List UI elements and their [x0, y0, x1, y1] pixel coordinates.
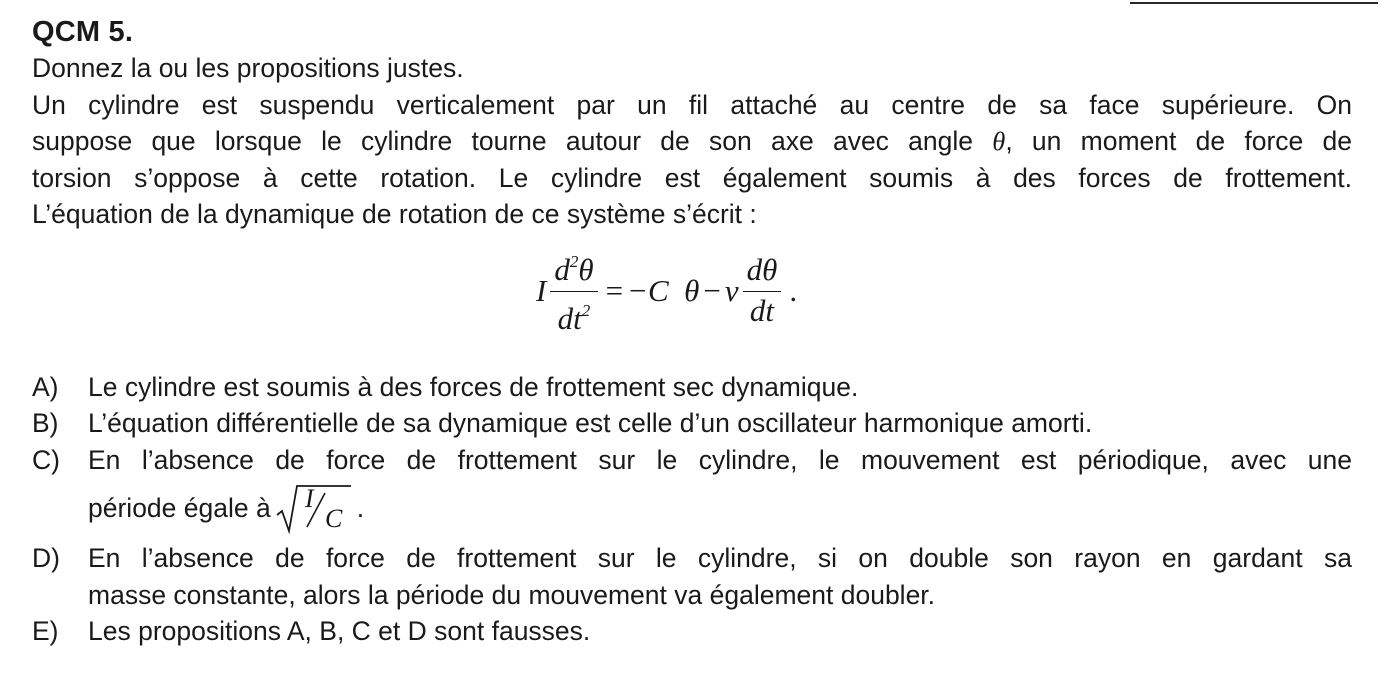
square-root-formula: [275, 481, 353, 535]
option-d: [32, 540, 1352, 613]
statement-line-2: [32, 123, 1352, 160]
option-a: [32, 369, 1352, 406]
dynamics-equation: [32, 243, 1352, 339]
equation-inertia: I: [536, 272, 547, 308]
option-c-end: .: [356, 492, 365, 523]
equals-sign: =: [605, 272, 624, 308]
option-e-letter: E): [32, 616, 59, 646]
question-instruction: Donnez la ou les propositions justes.: [32, 53, 464, 83]
sqrt-denominator: C: [324, 504, 343, 533]
statement-line-2-start: suppose que lorsque le cylindre tourne autour de son axe avec angle: [32, 126, 993, 156]
d-symbol: d: [554, 251, 570, 287]
first-derivative-denominator: dt: [749, 293, 775, 329]
theta-var: θ: [578, 251, 594, 287]
friction-coefficient: ν: [724, 272, 739, 308]
option-b-text: L’équation différentielle de sa dynamique est celle d’un oscillateur harmonique amorti.: [88, 408, 1093, 438]
denominator-exponent: 2: [581, 301, 591, 321]
second-derivative-denominator: [554, 292, 595, 338]
theta-symbol: θ: [992, 126, 1006, 156]
option-d-text-2: masse constante, alors la période du mouvement va également doubler.: [88, 579, 936, 610]
equation-first-derivative: [743, 251, 782, 331]
option-b: [32, 405, 1352, 442]
numerator-exponent: 2: [569, 251, 579, 271]
question-block: [32, 14, 1352, 650]
option-c: [32, 442, 1352, 541]
option-d-letter: D): [32, 543, 60, 573]
option-c-text: En l’absence de force de frottement sur le cylindre, le mouvement est périodique, avec une: [88, 444, 1352, 475]
statement-line-4: L’équation de la dynamique de rotation de ce système s’écrit :: [32, 199, 757, 229]
option-c-text-2: période égale à: [88, 492, 271, 523]
option-b-letter: B): [32, 408, 59, 438]
minus-sign: −: [703, 272, 721, 308]
sqrt-numerator: I: [304, 484, 314, 513]
option-c-period-line: [88, 480, 1352, 536]
equation-period: .: [789, 272, 798, 308]
option-a-text: Le cylindre est soumis à des forces de frottement sec dynamique.: [88, 371, 859, 402]
top-rule: [1130, 2, 1378, 4]
second-derivative-numerator: [550, 243, 597, 291]
statement-line-2-end: , un moment de force de: [1005, 126, 1352, 156]
option-e-text: Les propositions A, B, C et D sont fausses.: [88, 616, 591, 646]
option-a-letter: A): [32, 371, 59, 402]
equation-second-derivative: [550, 243, 597, 339]
statement-line-3: torsion s’oppose à cette rotation. Le cylindre est également soumis à des forces de frottement.: [32, 162, 1352, 193]
torsion-term: −C θ: [627, 272, 700, 308]
option-d-text: En l’absence de force de frottement sur le cylindre, si on double son rayon en gardant sa: [88, 543, 1352, 573]
first-derivative-numerator: dθ: [746, 251, 778, 287]
dt-symbol: dt: [557, 301, 582, 337]
option-e: [32, 613, 1352, 650]
statement-line-1: Un cylindre est suspendu verticalement par un fil attaché au centre de sa face supérieure. On: [32, 89, 1352, 120]
option-c-letter: C): [32, 444, 60, 475]
question-title: QCM 5.: [32, 16, 134, 48]
